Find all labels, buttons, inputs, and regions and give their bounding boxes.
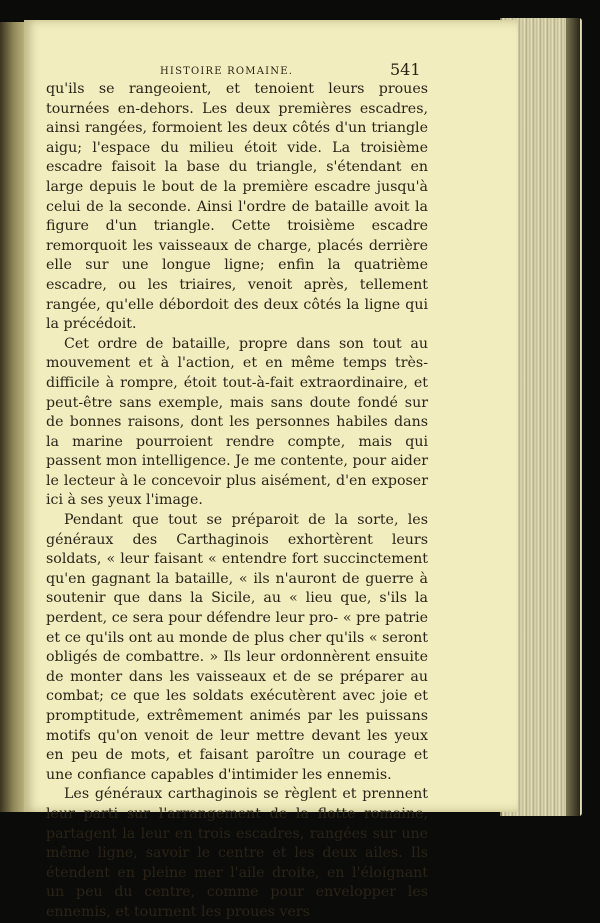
paragraph-4: Les généraux carthaginois se règlent et prennent leur parti sur l'arrangement de la flotte romaine, partagent la leur en trois escadres, rangées sur une même ligne, savoir le centre et les deux ailes. Ils étendent en pleine mer l'aile droite, en l'éloignant un peu du centre, comme pour envelopper les ennemis, et tournent les proues vers bbox=[46, 786, 428, 920]
running-title: HISTOIRE ROMAINE. bbox=[160, 66, 294, 77]
paragraph-1: qu'ils se rangeoient, et tenoient leurs proues tournées en-dehors. Les deux premières escadres, ainsi rangées, formoient les deux côtés d'un triangle aigu; l'espace du milieu étoit vide. La troisième escadre faisoit la base du triangle, s'étendant en large depuis le bout de la première escadre jusqu'à celui de la seconde. Ainsi l'ordre de bataille avoit la figure d'un triangle. Cette troisième escadre remorquoit les vaisseaux de charge, placés derrière elle sur une longue ligne; enfin la quatrième escadre, ou les triaires, venoit après, tellement rangée, qu'elle débordoit des deux côtés la ligne qui la précédoit. bbox=[46, 81, 428, 333]
paragraph-2: Cet ordre de bataille, propre dans son tout au mouvement et à l'action, et en même temps très-difficile à rompre, étoit tout-à-fait extraordinaire, et peut-être sans exemple, mais sans doute fondé sur de bonnes raisons, dont les personnes habiles dans la marine pourroient rendre compte, mais qui passent mon intelligence. Je me contente, pour aider le lecteur à le concevoir plus aisément, d'en exposer ici à ses yeux l'image. bbox=[46, 335, 428, 509]
paragraph-3: Pendant que tout se préparoit de la sorte, les généraux des Carthaginois exhortèrent leurs soldats, « leur faisant « entendre fort succinctement qu'en gagnant la bataille, « ils n'auront de guerre à soutenir que dans la Sicile, au « lieu que, s'ils la perdent, ce sera pour défendre leur pro- « pre patrie et ce qu'ils ont au monde de plus cher qu'ils « seront obligés de combattre. » Ils leur ordonnèrent ensuite de monter dans les vaisseaux et de se préparer au combat; ce que les soldats exécutèrent avec joie et promptitude, extrêmement animés par les puissans motifs qu'on venoit de leur mettre devant les yeux en peu de mots, et faisant paroître un courage et une confiance capables d'intimider les ennemis. bbox=[46, 512, 428, 783]
page-number: 541 bbox=[390, 60, 421, 79]
book-cover-edge bbox=[566, 18, 580, 816]
body-text bbox=[46, 80, 428, 923]
